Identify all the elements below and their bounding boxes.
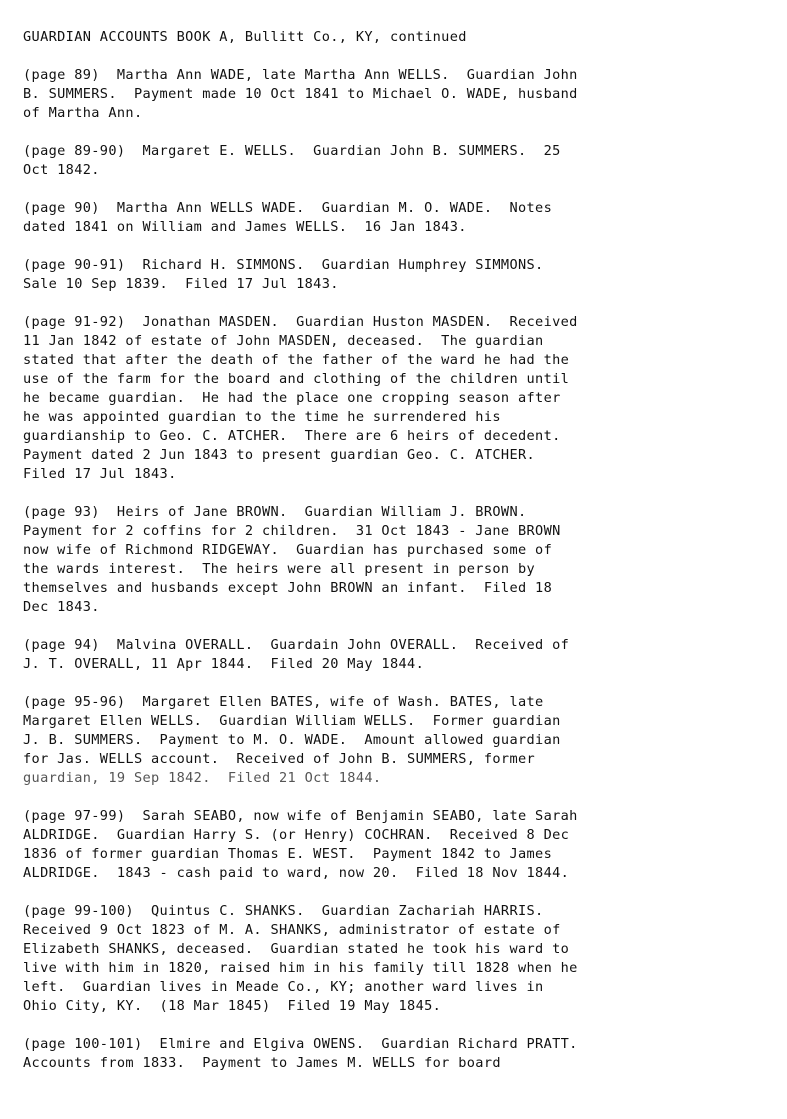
entry-line: Received 9 Oct 1823 of M. A. SHANKS, administrator of estate of xyxy=(23,922,561,938)
entry-line: 11 Jan 1842 of estate of John MASDEN, deceased. The guardian xyxy=(23,333,544,349)
entry-page-95-96 xyxy=(23,693,763,788)
entry-page-89 xyxy=(23,66,763,123)
entry-line: 1836 of former guardian Thomas E. WEST. Payment 1842 to James xyxy=(23,846,553,862)
entry-line: (page 91-92) Jonathan MASDEN. Guardian Huston MASDEN. Received xyxy=(23,314,578,330)
entry-line: guardianship to Geo. C. ATCHER. There are 6 heirs of decedent. xyxy=(23,428,561,444)
entry-page-90-91 xyxy=(23,256,763,294)
entry-line: B. SUMMERS. Payment made 10 Oct 1841 to Michael O. WADE, husband xyxy=(23,86,578,102)
entry-line: (page 90-91) Richard H. SIMMONS. Guardian Humphrey SIMMONS. xyxy=(23,257,544,273)
entry-page-94 xyxy=(23,636,763,674)
entry-line: J. B. SUMMERS. Payment to M. O. WADE. Amount allowed guardian xyxy=(23,732,561,748)
entry-line: (page 100-101) Elmire and Elgiva OWENS. Guardian Richard PRATT. xyxy=(23,1036,578,1052)
document-page xyxy=(23,28,763,1092)
entry-line: (page 99-100) Quintus C. SHANKS. Guardian Zachariah HARRIS. xyxy=(23,903,544,919)
entry-line: Margaret Ellen WELLS. Guardian William WELLS. Former guardian xyxy=(23,713,561,729)
entry-line: (page 95-96) Margaret Ellen BATES, wife of Wash. BATES, late xyxy=(23,694,544,710)
entry-line: dated 1841 on William and James WELLS. 16 Jan 1843. xyxy=(23,219,467,235)
entry-line: of Martha Ann. xyxy=(23,105,143,121)
entry-line: ALDRIDGE. Guardian Harry S. (or Henry) COCHRAN. Received 8 Dec xyxy=(23,827,570,843)
entry-page-99-100 xyxy=(23,902,763,1016)
entry-line: Dec 1843. xyxy=(23,599,100,615)
entry-line: (page 89-90) Margaret E. WELLS. Guardian John B. SUMMERS. 25 xyxy=(23,143,561,159)
entry-page-100-101 xyxy=(23,1035,763,1073)
entry-line: ALDRIDGE. 1843 - cash paid to ward, now 20. Filed 18 Nov 1844. xyxy=(23,865,570,881)
entry-line: now wife of Richmond RIDGEWAY. Guardian has purchased some of xyxy=(23,542,553,558)
entry-line: themselves and husbands except John BROWN an infant. Filed 18 xyxy=(23,580,553,596)
entry-line: (page 90) Martha Ann WELLS WADE. Guardian M. O. WADE. Notes xyxy=(23,200,553,216)
entry-line: Payment for 2 coffins for 2 children. 31 Oct 1843 - Jane BROWN xyxy=(23,523,561,539)
entry-line: left. Guardian lives in Meade Co., KY; another ward lives in xyxy=(23,979,544,995)
entry-line: (page 93) Heirs of Jane BROWN. Guardian William J. BROWN. xyxy=(23,504,527,520)
entry-page-97-99 xyxy=(23,807,763,883)
entry-line: (page 97-99) Sarah SEABO, now wife of Benjamin SEABO, late Sarah xyxy=(23,808,578,824)
entry-line: Oct 1842. xyxy=(23,162,100,178)
entry-line: for Jas. WELLS account. Received of John B. SUMMERS, former xyxy=(23,751,536,767)
entry-line: live with him in 1820, raised him in his family till 1828 when he xyxy=(23,960,578,976)
entry-line: Accounts from 1833. Payment to James M. WELLS for board xyxy=(23,1055,501,1071)
entry-line: use of the farm for the board and clothing of the children until xyxy=(23,371,570,387)
entry-line: he became guardian. He had the place one cropping season after xyxy=(23,390,561,406)
page-header: GUARDIAN ACCOUNTS BOOK A, Bullitt Co., KY, continued xyxy=(23,29,467,45)
entry-line: J. T. OVERALL, 11 Apr 1844. Filed 20 May 1844. xyxy=(23,656,425,672)
entry-page-89-90 xyxy=(23,142,763,180)
entry-line: guardian, 19 Sep 1842. Filed 21 Oct 1844. xyxy=(23,770,382,786)
entry-line: he was appointed guardian to the time he surrendered his xyxy=(23,409,501,425)
entry-line: Sale 10 Sep 1839. Filed 17 Jul 1843. xyxy=(23,276,339,292)
entry-line: Elizabeth SHANKS, deceased. Guardian stated he took his ward to xyxy=(23,941,570,957)
entry-line: (page 94) Malvina OVERALL. Guardain John OVERALL. Received of xyxy=(23,637,570,653)
entry-page-91-92 xyxy=(23,313,763,484)
entry-line: (page 89) Martha Ann WADE, late Martha Ann WELLS. Guardian John xyxy=(23,67,578,83)
entry-line: Payment dated 2 Jun 1843 to present guardian Geo. C. ATCHER. xyxy=(23,447,536,463)
entry-line: Ohio City, KY. (18 Mar 1845) Filed 19 May 1845. xyxy=(23,998,442,1014)
entry-page-90 xyxy=(23,199,763,237)
entry-line: the wards interest. The heirs were all present in person by xyxy=(23,561,536,577)
entry-page-93 xyxy=(23,503,763,617)
entry-line: Filed 17 Jul 1843. xyxy=(23,466,177,482)
entry-line: stated that after the death of the father of the ward he had the xyxy=(23,352,570,368)
